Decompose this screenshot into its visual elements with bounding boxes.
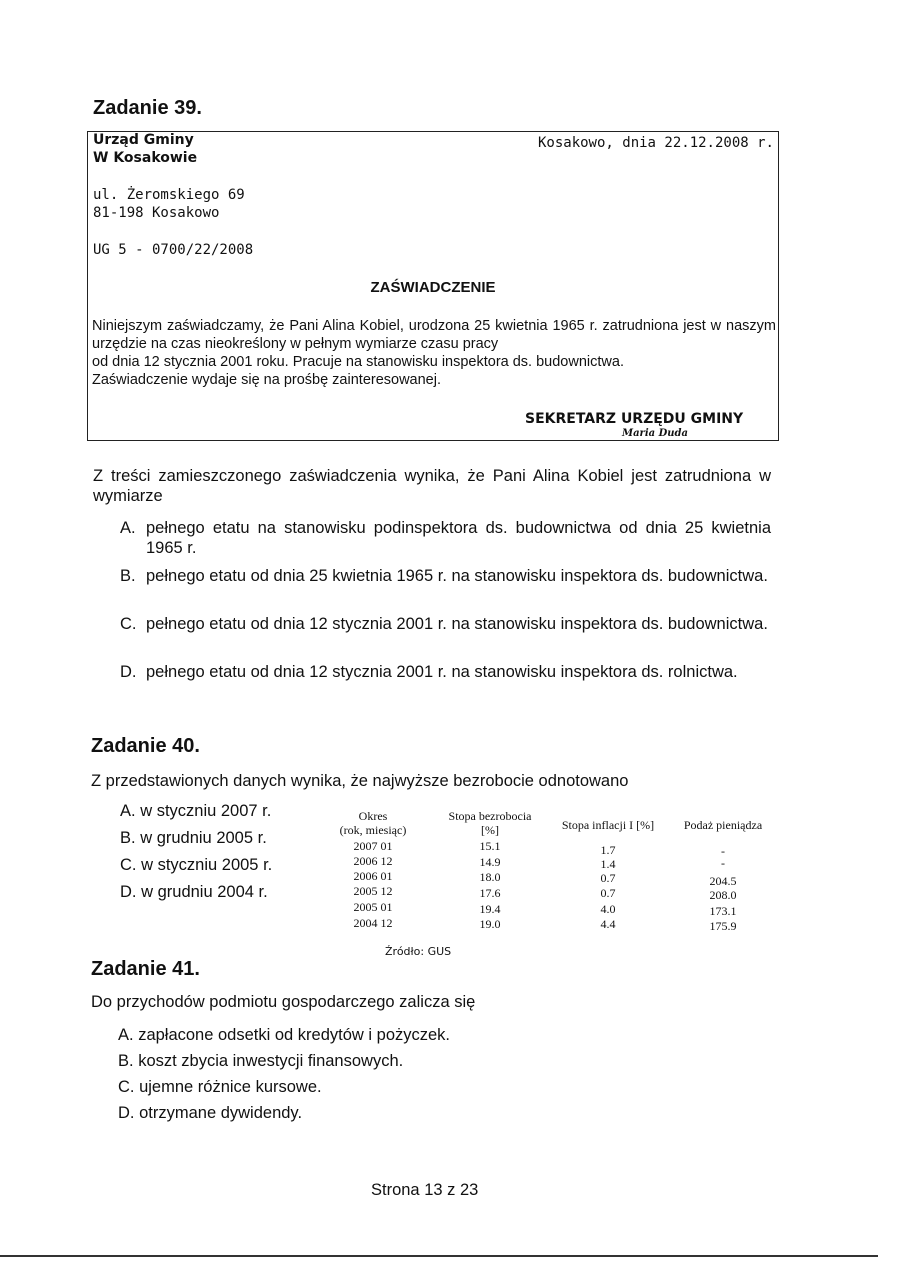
certificate-body-para3: Zaświadczenie wydaje się na prośbę zainteresowanej. bbox=[92, 372, 441, 388]
signatory-title: SEKRETARZ URZĘDU GMINY bbox=[525, 411, 744, 427]
task40-option-a bbox=[120, 801, 271, 821]
cell-inflation: 4.0 bbox=[600, 902, 616, 916]
cell-money-supply: 175.9 bbox=[709, 919, 737, 933]
header-period-line1: Okres bbox=[358, 809, 388, 823]
task39-question: Z treści zamieszczonego zaświadczenia wynika, że Pani Alina Kobiel jest zatrudniona w wymiarze bbox=[93, 467, 771, 505]
option-letter: C. bbox=[120, 615, 137, 633]
cell-inflation: 0.7 bbox=[600, 886, 616, 900]
office-name-line1: Urząd Gminy bbox=[93, 132, 194, 148]
cell-unemployment: 17.6 bbox=[479, 886, 501, 900]
cell-money-supply: 208.0 bbox=[709, 888, 737, 902]
task41-option-b bbox=[118, 1051, 403, 1071]
task41-option-d bbox=[118, 1103, 302, 1123]
header-unemployment-line1: Stopa bezrobocia bbox=[448, 809, 532, 823]
cell-period: 2004 12 bbox=[353, 916, 393, 930]
task40-option-d bbox=[120, 882, 268, 902]
option-text: ujemne różnice kursowe. bbox=[139, 1078, 322, 1096]
task40-title: Zadanie 40. bbox=[91, 735, 200, 757]
task40-question: Z przedstawionych danych wynika, że najwyższe bezrobocie odnotowano bbox=[91, 772, 629, 790]
cell-unemployment: 19.4 bbox=[479, 902, 501, 916]
cell-inflation: 1.4 bbox=[600, 857, 616, 871]
option-text: koszt zbycia inwestycji finansowych. bbox=[138, 1052, 404, 1070]
cell-period: 2005 01 bbox=[353, 900, 393, 914]
option-text: w styczniu 2007 r. bbox=[140, 802, 272, 820]
option-text: pełnego etatu na stanowisku podinspektora ds. budownictwa od dnia 25 kwietnia 1965 r. bbox=[146, 519, 771, 557]
option-letter: D. bbox=[118, 1104, 135, 1122]
cell-unemployment: 18.0 bbox=[479, 870, 501, 884]
postal-address: 81-198 Kosakowo bbox=[93, 205, 220, 221]
option-letter: B. bbox=[120, 567, 136, 585]
task39-option-b bbox=[120, 566, 771, 586]
option-text: pełnego etatu od dnia 25 kwietnia 1965 r. na stanowisku inspektora ds. budownictwa. bbox=[146, 567, 768, 585]
signature: Maria Duda bbox=[622, 428, 688, 439]
option-letter: A. bbox=[120, 802, 136, 820]
cell-money-supply: 173.1 bbox=[709, 904, 737, 918]
certificate-box bbox=[87, 131, 779, 441]
certificate-body bbox=[92, 317, 776, 389]
task39-option-c bbox=[120, 614, 771, 634]
option-letter: D. bbox=[120, 883, 137, 901]
task41-option-c bbox=[118, 1077, 322, 1097]
cell-money-supply: 204.5 bbox=[709, 874, 737, 888]
task40-option-b bbox=[120, 828, 267, 848]
cell-money-supply: - bbox=[721, 844, 725, 858]
header-period-line2: (rok, miesiąc) bbox=[339, 823, 407, 837]
header-money-supply: Podaż pieniądza bbox=[683, 818, 763, 832]
cell-inflation: 0.7 bbox=[600, 871, 616, 885]
option-letter: A. bbox=[120, 519, 136, 537]
cell-period: 2007 01 bbox=[353, 839, 393, 853]
task39-option-a bbox=[120, 518, 771, 558]
header-unemployment-line2: [%] bbox=[481, 823, 499, 837]
option-text: zapłacone odsetki od kredytów i pożyczek. bbox=[138, 1026, 451, 1044]
task39-title: Zadanie 39. bbox=[93, 97, 202, 119]
table-source: Źródło: GUS bbox=[385, 945, 452, 958]
task39-option-d bbox=[120, 662, 771, 682]
street-address: ul. Żeromskiego 69 bbox=[93, 187, 245, 203]
option-letter: C. bbox=[120, 856, 137, 874]
place-date: Kosakowo, dnia 22.12.2008 r. bbox=[537, 135, 774, 151]
cell-period: 2006 12 bbox=[353, 854, 393, 868]
task41-option-a bbox=[118, 1025, 450, 1045]
office-name-line2: W Kosakowie bbox=[93, 150, 198, 166]
header-inflation: Stopa inflacji I [%] bbox=[561, 818, 655, 832]
option-text: otrzymane dywidendy. bbox=[139, 1104, 303, 1122]
cell-period: 2006 01 bbox=[353, 869, 393, 883]
option-text: w grudniu 2004 r. bbox=[141, 883, 268, 901]
task41-title: Zadanie 41. bbox=[91, 958, 200, 980]
certificate-heading: ZAŚWIADCZENIE bbox=[370, 279, 496, 296]
option-text: w grudniu 2005 r. bbox=[140, 829, 267, 847]
page-number: Strona 13 z 23 bbox=[371, 1181, 479, 1199]
cell-unemployment: 15.1 bbox=[479, 839, 501, 853]
task41-question: Do przychodów podmiotu gospodarczego zalicza się bbox=[91, 993, 476, 1011]
option-letter: B. bbox=[118, 1052, 134, 1070]
certificate-body-para1: Niniejszym zaświadczamy, że Pani Alina Kobiel, urodzona 25 kwietnia 1965 r. zatrudniona jest w naszym urzędzie na czas nieokreślony w pełnym wymiarze czasu pracy bbox=[92, 318, 776, 352]
footer-divider bbox=[0, 1255, 878, 1257]
cell-inflation: 1.7 bbox=[600, 843, 616, 857]
cell-money-supply: - bbox=[721, 856, 725, 870]
option-letter: D. bbox=[120, 663, 137, 681]
certificate-body-para2: od dnia 12 stycznia 2001 roku. Pracuje na stanowisku inspektora ds. budownictwa. bbox=[92, 354, 624, 370]
option-letter: A. bbox=[118, 1026, 134, 1044]
cell-inflation: 4.4 bbox=[600, 917, 616, 931]
cell-unemployment: 19.0 bbox=[479, 917, 501, 931]
reference-number: UG 5 - 0700/22/2008 bbox=[93, 242, 254, 258]
option-letter: C. bbox=[118, 1078, 135, 1096]
option-text: w styczniu 2005 r. bbox=[141, 856, 273, 874]
cell-period: 2005 12 bbox=[353, 884, 393, 898]
option-text: pełnego etatu od dnia 12 stycznia 2001 r. na stanowisku inspektora ds. rolnictwa. bbox=[146, 663, 738, 681]
option-letter: B. bbox=[120, 829, 136, 847]
task40-option-c bbox=[120, 855, 272, 875]
cell-unemployment: 14.9 bbox=[479, 855, 501, 869]
option-text: pełnego etatu od dnia 12 stycznia 2001 r. na stanowisku inspektora ds. budownictwa. bbox=[146, 615, 768, 633]
